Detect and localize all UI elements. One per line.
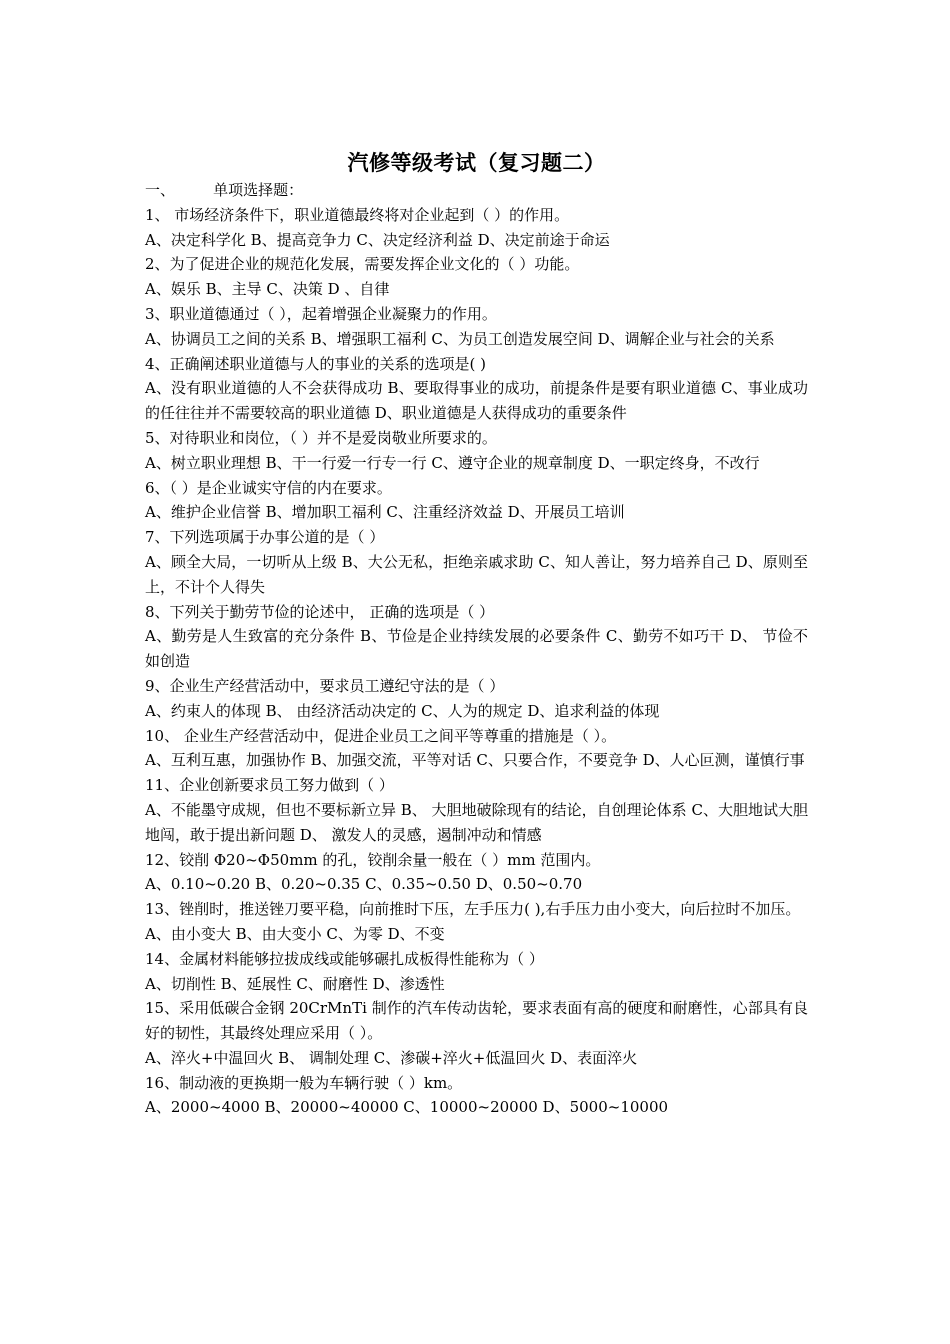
question-text: 15、采用低碳合金钢 20CrMnTi 制作的汽车传动齿轮，要求表面有高的硬度和耐磨性，心部具有良好的韧性，其最终处理应采用（ ）。 (145, 999, 808, 1043)
question-text: 5、对待职业和岗位，（ ）并不是爱岗敬业所要求的。 (145, 428, 497, 447)
question-text: 11、企业创新要求员工努力做到（ ） (145, 776, 394, 795)
question-text: 1、 市场经济条件下，职业道德最终将对企业起到（ ）的作用。 (145, 205, 570, 224)
document-title: 汽修等级考试（复习题二） (347, 150, 606, 175)
section-heading: 一、 单项选择题： (145, 181, 304, 199)
question-options: A、勤劳是人生致富的充分条件 B、节俭是企业持续发展的必要条件 C、勤劳不如巧干 D、 节俭不如创造 (145, 627, 808, 671)
question-text: 7、下列选项属于办事公道的是（ ） (145, 528, 385, 547)
question-text: 3、职业道德通过（ ），起着增强企业凝聚力的作用。 (145, 304, 497, 323)
question-options: A、维护企业信誉 B、增加职工福利 C、注重经济效益 D、开展员工培训 (145, 503, 625, 522)
question-text: 10、 企业生产经营活动中，促进企业员工之间平等尊重的措施是（ ）。 (145, 726, 617, 745)
question-text: 2、为了促进企业的规范化发展，需要发挥企业文化的（ ）功能。 (145, 255, 580, 274)
question-text: 14、金属材料能够拉拔成线或能够碾扎成板得性能称为（ ） (145, 949, 544, 968)
question-options: A、协调员工之间的关系 B、增强职工福利 C、为员工创造发展空间 D、调解企业与社会的关系 (145, 329, 775, 348)
question-options: A、树立职业理想 B、干一行爱一行专一行 C、遵守企业的规章制度 D、一职定终身，不改行 (145, 453, 760, 472)
question-options: A、没有职业道德的人不会获得成功 B、要取得事业的成功，前提条件是要有职业道德 C、事业成功的任往往并不需要较高的职业道德 D、职业道德是人获得成功的重要条件 (145, 379, 808, 423)
question-options: A、互利互惠，加强协作 B、加强交流，平等对话 C、只要合作，不要竞争 D、人心叵测，谨慎行事 (145, 751, 805, 770)
question-text: 6、（ ）是企业诚实守信的内在要求。 (145, 478, 392, 497)
document-page (145, 148, 808, 1120)
question-text: 8、下列关于勤劳节俭的论述中， 正确的选项是（ ） (145, 602, 495, 621)
question-options: A、不能墨守成规，但也不要标新立异 B、 大胆地破除现有的结论，自创理论体系 C、大胆地试大胆地闯，敢于提出新问题 D、 激发人的灵感，遏制冲动和情感 (145, 800, 808, 844)
question-options: A、决定科学化 B、提高竞争力 C、决定经济利益 D、决定前途于命运 (145, 230, 610, 249)
question-text: 13、锉削时，推送锉刀要平稳，向前推时下压，左手压力( ),右手压力由小变大，向后拉时不加压。 (145, 900, 801, 919)
question-text: 4、正确阐述职业道德与人的事业的关系的选项是( ) (145, 354, 487, 373)
question-options: A、淬火+中温回火 B、 调制处理 C、渗碳+淬火+低温回火 D、表面淬火 (145, 1048, 638, 1067)
question-options: A、0.10~0.20 B、0.20~0.35 C、0.35~0.50 D、0.50~0.70 (145, 875, 583, 894)
question-options: A、娱乐 B、主导 C、决策 D 、自律 (145, 280, 390, 299)
question-options: A、顾全大局，一切听从上级 B、大公无私，拒绝亲戚求助 C、知人善让，努力培养自己 D、原则至上，不计个人得失 (145, 552, 808, 596)
question-options: A、由小变大 B、由大变小 C、为零 D、不变 (145, 924, 445, 943)
question-text: 12、铰削 Φ20~Φ50mm 的孔，铰削余量一般在（ ）mm 范围内。 (145, 850, 601, 869)
question-options: A、2000~4000 B、20000~40000 C、10000~20000 D、5000~10000 (145, 1098, 669, 1117)
question-list (145, 203, 808, 1120)
question-options: A、约束人的体现 B、 由经济活动决定的 C、人为的规定 D、追求利益的体现 (145, 701, 660, 720)
question-text: 16、制动液的更换期一般为车辆行驶（ ）km。 (145, 1073, 463, 1092)
question-options: A、切削性 B、延展性 C、耐磨性 D、渗透性 (145, 974, 445, 993)
question-text: 9、企业生产经营活动中，要求员工遵纪守法的是（ ） (145, 676, 505, 695)
